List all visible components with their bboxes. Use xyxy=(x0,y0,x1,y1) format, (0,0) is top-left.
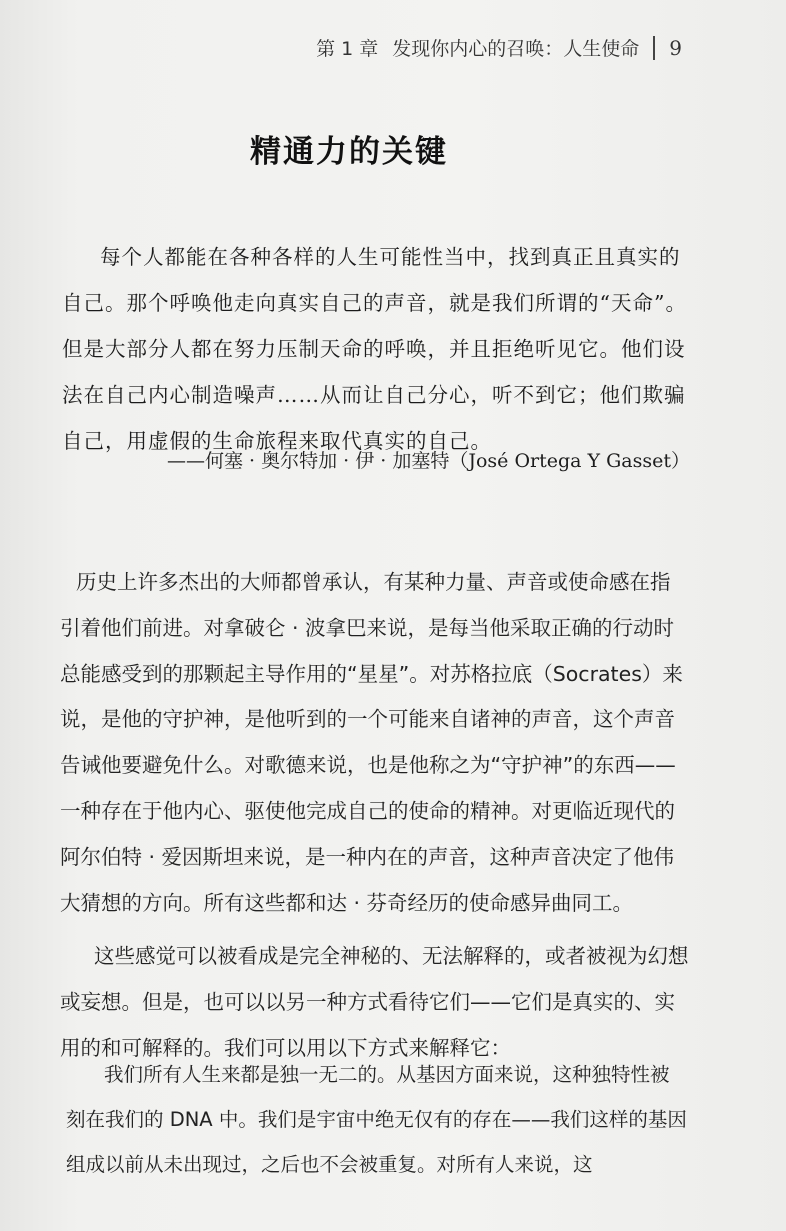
running-header xyxy=(316,34,682,61)
page-number: 9 xyxy=(669,35,682,60)
epigraph-attribution: ——何塞 · 奥尔特加 · 伊 · 加塞特（José Ortega Y Gasset） xyxy=(167,450,690,472)
chapter-label: 第 1 章 xyxy=(316,38,379,60)
epigraph-quote: 每个人都能在各种各样的人生可能性当中，找到真正且真实的自己。那个呼唤他走向真实自己的声音，就是我们所谓的“天命”。但是大部分人都在努力压制天命的呼唤，并且拒绝听见它。他们设法在自己内心制造噪声……从而让自己分心，听不到它；他们欺骗自己，用虚假的生命旅程来取代真实的自己。 xyxy=(62,245,687,453)
section-title: 精通力的关键 xyxy=(250,134,448,170)
body-paragraph-2: 这些感觉可以被看成是完全神秘的、无法解释的，或者被视为幻想或妄想。但是，也可以以另一种方式看待它们——它们是真实的、实用的和可解释的。我们可以用以下方式来解释它： xyxy=(60,944,689,1060)
header-divider xyxy=(653,36,655,60)
body-paragraph-1: 历史上许多杰出的大师都曾承认，有某种力量、声音或使命感在指引着他们前进。对拿破仑 · 波拿巴来说，是每当他采取正确的行动时总能感受到的那颗起主导作用的“星星”。对苏格拉底（Socrates）来说，是他的守护神，是他听到的一个可能来自诸神的声音，这个声音告诫他要避免什么。对歌德来说，也是他称之为“守护神”的东西——一种存在于他内心、驱使他完成自己的使命的精神。对更临近现代的阿尔伯特 · 爱因斯坦来说，是一种内在的声音，这种声音决定了他伟大猜想的方向。所有这些都和达 · 芬奇经历的使命感异曲同工。 xyxy=(60,570,683,915)
chapter-title: 发现你内心的召唤：人生使命 xyxy=(392,38,640,60)
indented-quote-paragraph: 我们所有人生来都是独一无二的。从基因方面来说，这种独特性被刻在我们的 DNA 中。我们是宇宙中绝无仅有的存在——我们这样的基因组成以前从未出现过，之后也不会被重复。对所有人来说，这 xyxy=(66,1063,687,1176)
